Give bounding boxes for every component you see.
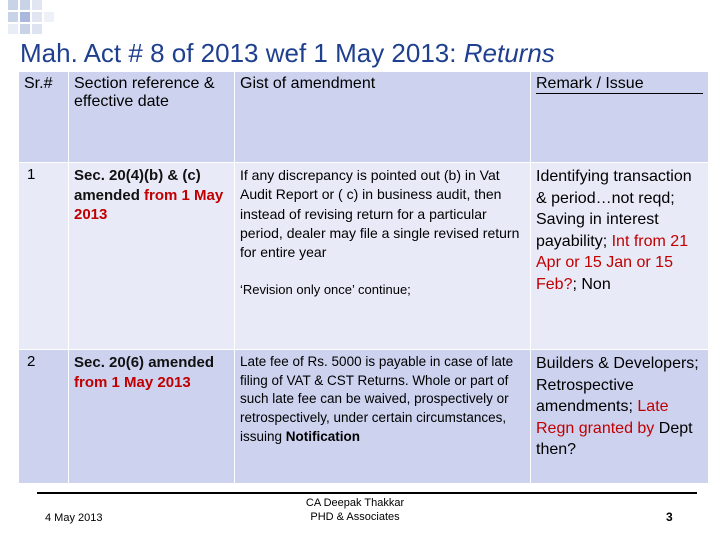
header-sr: Sr.# [19, 72, 69, 163]
remark-highlight: Late Regn granted by [536, 398, 669, 437]
footer-author-name: CA Deepak Thakkar [305, 497, 405, 509]
header-remark [531, 72, 709, 163]
amendments-table [18, 71, 709, 484]
header-remark-label: Remark / Issue [536, 75, 703, 94]
gist-bold: Notification [285, 428, 361, 444]
row-sr: 2 [19, 350, 69, 484]
row-section [69, 163, 235, 350]
footer-author-firm: PHD & Associates [310, 510, 400, 523]
table-row [19, 163, 709, 350]
footer-author [280, 497, 430, 525]
remark-highlight: Int from 21 Apr or 15 Jan or 15 Feb? [536, 232, 689, 293]
row-section [69, 350, 235, 484]
row-gist [235, 350, 531, 484]
row-remark [531, 350, 709, 484]
section-effective-date: from 1 May 2013 [74, 186, 224, 223]
footer-date: 4 May 2013 [45, 512, 103, 524]
header-gist: Gist of amendment [235, 72, 531, 163]
gist-note: ‘Revision only once’ continue; [240, 281, 411, 297]
footer-divider [37, 492, 697, 494]
remark-tail: Dept then? [536, 419, 693, 459]
row-gist [235, 163, 531, 350]
gist-text: Late fee of Rs. 5000 is payable in case of late filing of VAT & CST Returns. Whole or part of such late fee can be waived, prospectively or retrospectively, under certain circumstances, issuing [240, 354, 514, 444]
section-effective-date: from 1 May 2013 [74, 373, 191, 391]
section-ref: Sec. 20(6) amended [74, 354, 215, 371]
remark-text: Builders & Developers; Retrospective amendments; [536, 355, 699, 416]
section-ref: Sec. 20(4)(b) & (c) amended [74, 167, 201, 204]
row-remark [531, 163, 709, 350]
table-header-row [19, 72, 709, 163]
table-row [19, 350, 709, 484]
header-section: Section reference & effective date [69, 72, 235, 163]
remark-tail: ; Non [572, 275, 611, 293]
remark-text: Identifying transaction & period…not reqd; Saving in interest payability; [536, 168, 692, 250]
row-sr: 1 [19, 163, 69, 350]
slide-title: Mah. Act # 8 of 2013 wef 1 May 2013: Returns [20, 38, 555, 68]
page-number: 3 [666, 510, 673, 524]
gist-text: If any discrepancy is pointed out (b) in Vat Audit Report or ( c) in business audit, then instead of revising return for a particular period, dealer may file a single revised return for entire year [240, 167, 520, 261]
